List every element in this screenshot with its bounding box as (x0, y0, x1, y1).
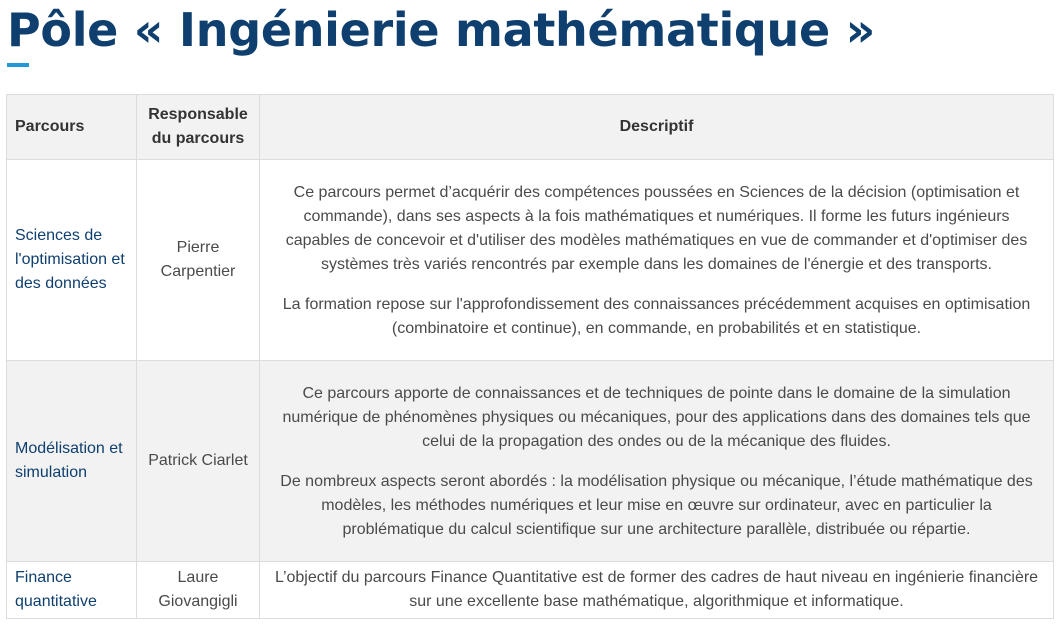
descriptif-paragraph: Ce parcours apporte de connaissances et de techniques de pointe dans le domaine de la simulation numérique de phénomènes physiques ou mécaniques, pour des applications dans des domaines tels que celui de la propagation des ondes ou de la mécanique des fluides. (282, 385, 1031, 450)
descriptif-paragraph: L’objectif du parcours Finance Quantitative est de former des cadres de haut niveau en ingénierie financière sur une excellente base mathématique, algorithmique et informatique. (274, 569, 1039, 610)
table-row (7, 361, 1054, 562)
header-descriptif: Descriptif (260, 95, 1054, 160)
parcours-name: Sciences de l'optimisation et des données (7, 160, 137, 361)
table-header-row (7, 95, 1054, 160)
descriptif-cell (260, 562, 1054, 619)
responsable-name: Patrick Ciarlet (137, 361, 260, 562)
descriptif-paragraph: Ce parcours permet d’acquérir des compétences poussées en Sciences de la décision (optimisation et commande), dans ses aspects à la fois mathématiques et numériques. Il forme les futurs ingénieurs capables de concevoir et d'utiliser des modèles mathématiques en vue de commander et d'optimiser des systèmes très variés rencontrés par exemple dans les domaines de l'énergie et des transports. (285, 184, 1028, 273)
descriptif-paragraph: De nombreux aspects seront abordés : la modélisation physique ou mécanique, l’étude mathématique des modèles, les méthodes numériques et leur mise en œuvre sur ordinateur, avec en particulier la problématique du calcul scientifique sur une architecture parallèle, distribuée ou répartie. (280, 473, 1033, 538)
page-title: Pôle « Ingénierie mathématique » (7, 3, 876, 57)
descriptif-paragraph: La formation repose sur l'approfondissement des connaissances précédemment acquises en optimisation (combinatoire et continue), en commande, en probabilités et en statistique. (282, 296, 1031, 337)
title-underline (7, 63, 29, 67)
table-row (7, 160, 1054, 361)
descriptif-cell (260, 160, 1054, 361)
descriptif-cell (260, 361, 1054, 562)
table-row (7, 562, 1054, 619)
parcours-name: Modélisation et simulation (7, 361, 137, 562)
header-responsable: Responsable du parcours (137, 95, 260, 160)
responsable-name: Laure Giovangigli (137, 562, 260, 619)
parcours-name: Finance quantitative (7, 562, 137, 619)
parcours-table (6, 94, 1054, 619)
header-parcours: Parcours (7, 95, 137, 160)
responsable-name: Pierre Carpentier (137, 160, 260, 361)
